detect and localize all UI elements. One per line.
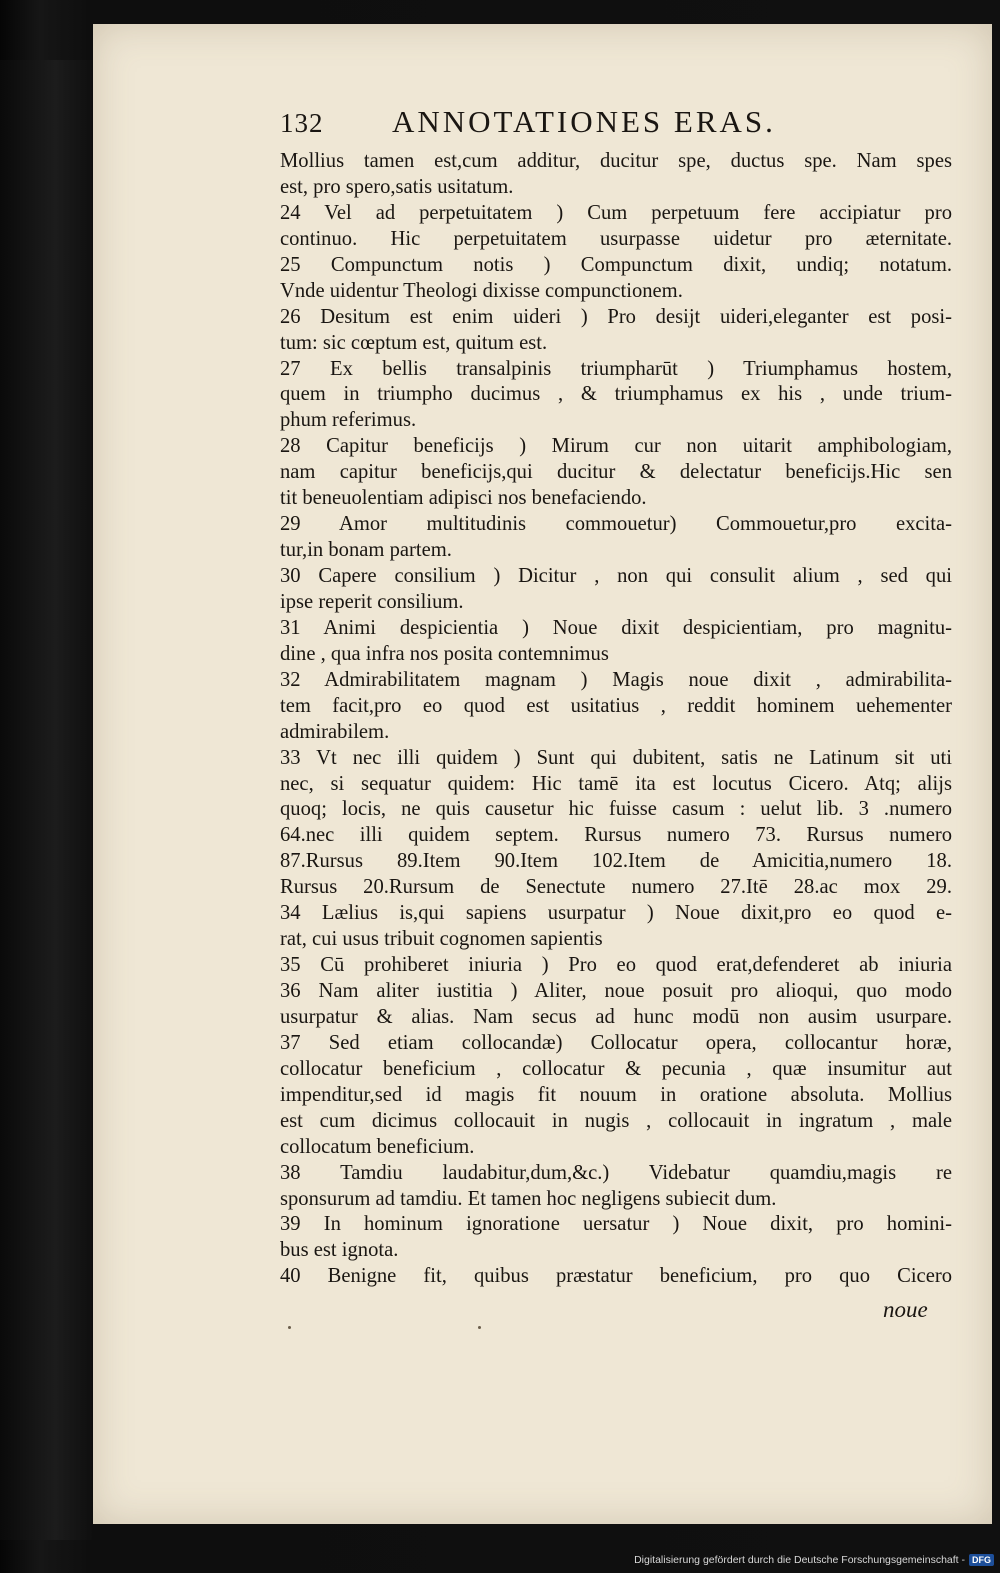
- text-line: tum: sic cœptum est, quitum est.: [280, 331, 548, 354]
- text-line: Mollius tamen est,cum additur, ducitur spe, ductus spe. Nam spes: [280, 150, 952, 172]
- book-page: [93, 24, 992, 1524]
- text-line: 27 Ex bellis transalpinis triumpharūt ) Triumphamus hostem,: [280, 357, 952, 380]
- footer-bar: [600, 1546, 1000, 1573]
- text-line: 32 Admirabilitatem magnam ) Magis noue dixit , admirabilita-: [280, 668, 952, 691]
- ink-spot: [478, 1326, 481, 1329]
- text-line: bus est ignota.: [280, 1239, 399, 1262]
- page-header: [280, 104, 950, 144]
- text-line: 37 Sed etiam collocandæ) Collocatur opera, collocantur horæ,: [280, 1031, 952, 1054]
- text-line: tit beneuolentiam adipisci nos benefaciendo.: [280, 487, 647, 510]
- text-line: 25 Compunctum notis ) Compunctum dixit, undiq; notatum.: [280, 253, 952, 276]
- text-line: 31 Animi despicientia ) Noue dixit despicientiam, pro magnitu-: [280, 616, 952, 639]
- text-line: 29 Amor multitudinis commouetur) Commouetur,pro excita-: [280, 513, 952, 536]
- text-line: 35 Cū prohiberet iniuria ) Pro eo quod erat,defenderet ab iniuria: [280, 954, 952, 977]
- text-line: 24 Vel ad perpetuitatem ) Cum perpetuum fere accipiatur pro: [280, 201, 952, 224]
- ink-spot: [288, 1326, 291, 1329]
- text-line: nec, si sequatur quidem: Hic tamē ita est locutus Cicero. Atq; alijs: [280, 772, 952, 795]
- text-line: 30 Capere consilium ) Dicitur , non qui consulit alium , sed qui: [280, 565, 952, 587]
- text-line: 28 Capitur beneficijs ) Mirum cur non uitarit amphibologiam,: [280, 435, 952, 458]
- text-line: collocatum beneficium.: [280, 1135, 475, 1158]
- text-line: quem in triumpho ducimus , & triumphamus ex his , unde trium-: [280, 383, 952, 406]
- text-line: 87.Rursus 89.Item 90.Item 102.Item de Amicitia,numero 18.: [280, 850, 952, 873]
- text-line: 36 Nam aliter iustitia ) Aliter, noue posuit pro alioqui, quo modo: [280, 980, 952, 1002]
- annotation-text: [280, 149, 952, 1290]
- text-line: est cum dicimus collocauit in nugis , collocauit in ingratum , male: [280, 1109, 952, 1132]
- text-line: impenditur,sed id magis fit nouum in oratione absoluta. Mollius: [280, 1083, 952, 1106]
- text-line: Rursus 20.Rursum de Senectute numero 27.Itē 28.ac mox 29.: [280, 876, 952, 899]
- text-line: est, pro spero,satis usitatum.: [280, 175, 514, 198]
- text-line: 33 Vt nec illi quidem ) Sunt qui dubitent, satis ne Latinum sit uti: [280, 746, 952, 769]
- text-line: nam capitur beneficijs,qui ducitur & delectatur beneficijs.Hic sen: [280, 461, 952, 484]
- text-line: Vnde uidentur Theologi dixisse compunctionem.: [280, 279, 683, 302]
- text-line: 39 In hominum ignoratione uersatur ) Noue dixit, pro homini-: [280, 1213, 952, 1236]
- dfg-logo: DFG: [969, 1554, 994, 1566]
- text-line: usurpatur & alias. Nam secus ad hunc modū non ausim usurpare.: [280, 1005, 952, 1028]
- text-line: sponsurum ad tamdiu. Et tamen hoc negligens subiecit dum.: [280, 1187, 777, 1210]
- catchword: noue: [883, 1297, 928, 1322]
- text-line: 40 Benigne fit, quibus præstatur beneficium, pro quo Cicero: [280, 1265, 952, 1288]
- text-line: 34 Lælius is,qui sapiens usurpatur ) Noue dixit,pro eo quod e-: [280, 902, 952, 925]
- running-head: ANNOTATIONES ERAS.: [392, 104, 776, 139]
- text-line: continuo. Hic perpetuitatem usurpasse uidetur pro æternitate.: [280, 227, 952, 250]
- text-line: 64.nec illi quidem septem. Rursus numero 73. Rursus numero: [280, 824, 952, 847]
- text-line: ipse reperit consilium.: [280, 590, 464, 613]
- text-line: 26 Desitum est enim uideri ) Pro desijt uideri,eleganter est posi-: [280, 305, 952, 328]
- text-line: admirabilem.: [280, 720, 390, 743]
- text-line: tur,in bonam partem.: [280, 539, 452, 562]
- text-line: rat, cui usus tribuit cognomen sapientis: [280, 928, 603, 951]
- text-line: 38 Tamdiu laudabitur,dum,&c.) Videbatur quamdiu,magis re: [280, 1161, 952, 1184]
- text-line: phum referimus.: [280, 409, 417, 432]
- text-line: quoq; locis, ne quis causetur hic fuisse casum : uelut lib. 3 .numero: [280, 798, 952, 821]
- text-line: tem facit,pro eo quod est usitatius , reddit hominem uehementer: [280, 694, 952, 717]
- page-number: 132: [280, 108, 324, 138]
- book-edge: [0, 60, 92, 1540]
- text-line: dine , qua infra nos posita contemnimus: [280, 642, 609, 665]
- funding-notice: Digitalisierung gefördert durch die Deutsche Forschungsgemeinschaft -: [634, 1553, 965, 1566]
- text-line: collocatur beneficium , collocatur & pecunia , quæ insumitur aut: [280, 1057, 952, 1080]
